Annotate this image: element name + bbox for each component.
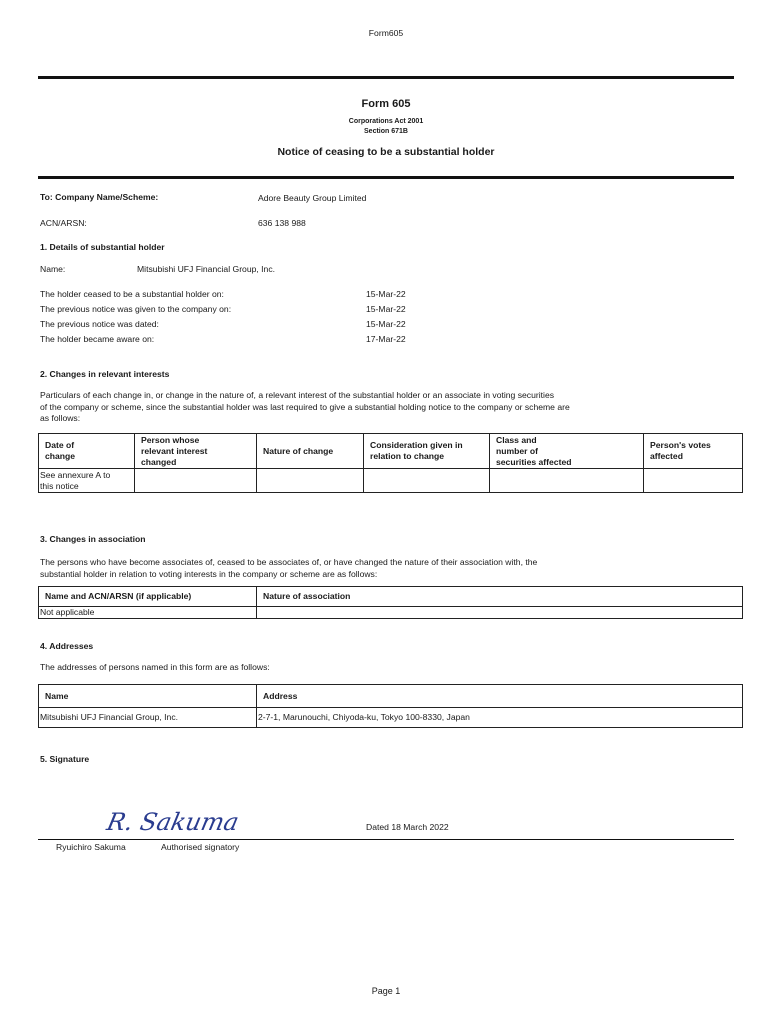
association-table [38, 586, 743, 619]
to-label: To: Company Name/Scheme: [40, 192, 159, 202]
section3-heading: 3. Changes in association [40, 534, 146, 544]
page-number: Page 1 [371, 986, 401, 996]
col-date-of-change: Date of change [39, 434, 135, 469]
dated-text: Dated 18 March 2022 [366, 822, 449, 832]
address-value: 2-7-1, Marunouchi, Chiyoda-ku, Tokyo 100-8330, Japan [257, 708, 743, 728]
form-title: Form 605 [361, 98, 411, 110]
table-cell [135, 469, 257, 493]
col-class-and-number: Class and number of securities affected [490, 434, 644, 469]
changes-table-header [39, 434, 743, 469]
section2-paragraph: Particulars of each change in, or change in the nature of, a relevant interest of the substantial holder or an associate in voting securities of the company or scheme, since the substantial holder was last required to give a substantial holding notice to the company or scheme are as follows: [40, 390, 570, 423]
section4-heading: 4. Addresses [40, 641, 94, 651]
aware-date-value: 17-Mar-22 [366, 334, 406, 344]
table-row [39, 607, 743, 619]
act-title: Corporations Act 2001 [348, 118, 424, 125]
acn-label: ACN/ARSN: [40, 218, 87, 228]
col-consideration: Consideration given in relation to change [364, 434, 490, 469]
section2-heading: 2. Changes in relevant interests [40, 369, 170, 379]
association-value: Not applicable [39, 607, 257, 619]
col-persons-votes: Person's votes affected [644, 434, 743, 469]
addresses-table [38, 684, 743, 728]
changes-table [38, 433, 743, 493]
table-cell [257, 607, 743, 619]
section1-heading: 1. Details of substantial holder [40, 242, 165, 252]
col-name: Name [39, 685, 257, 708]
notice-dated-value: 15-Mar-22 [366, 319, 406, 329]
title-rule [38, 176, 734, 179]
col-nature-of-association: Nature of association [257, 587, 743, 607]
table-row [39, 469, 743, 493]
signer-name: Ryuichiro Sakuma [56, 842, 126, 852]
col-address: Address [257, 685, 743, 708]
col-name-acn: Name and ACN/ARSN (if applicable) [39, 587, 257, 607]
section5-heading: 5. Signature [40, 754, 90, 764]
col-nature-of-change: Nature of change [257, 434, 364, 469]
section-ref: Section 671B [364, 128, 408, 135]
notice-given-value: 15-Mar-22 [366, 304, 406, 314]
signature-rule [38, 839, 734, 840]
signer-role: Authorised signatory [161, 842, 240, 852]
annexure-reference: See annexure A to this notice [39, 469, 135, 493]
notice-given-label: The previous notice was given to the company on: [40, 304, 232, 314]
notice-dated-label: The previous notice was dated: [40, 319, 159, 329]
holder-name-label: Name: [40, 264, 66, 274]
table-cell [364, 469, 490, 493]
section4-paragraph: The addresses of persons named in this form are as follows: [40, 662, 270, 672]
running-header: Form605 [368, 28, 404, 38]
top-rule [38, 76, 734, 79]
acn-value: 636 138 988 [258, 218, 306, 228]
col-person-whose-interest-changed: Person whose relevant interest changed [135, 434, 257, 469]
address-name: Mitsubishi UFJ Financial Group, Inc. [39, 708, 257, 728]
table-cell [257, 469, 364, 493]
section3-paragraph: The persons who have become associates of, ceased to be associates of, or have changed the nature of their association with, the substantial holder in relation to voting interests in the company or scheme are as follows: [40, 557, 538, 579]
notice-title: Notice of ceasing to be a substantial holder [277, 146, 495, 158]
table-cell [644, 469, 743, 493]
holder-name-value: Mitsubishi UFJ Financial Group, Inc. [137, 264, 276, 274]
ceased-date-value: 15-Mar-22 [366, 289, 406, 299]
company-name: Adore Beauty Group Limited [258, 193, 367, 203]
handwritten-signature [104, 800, 242, 840]
signature-text: R. Sakuma [104, 807, 242, 836]
ceased-date-label: The holder ceased to be a substantial holder on: [40, 289, 224, 299]
table-cell [490, 469, 644, 493]
table-row [39, 708, 743, 728]
aware-date-label: The holder became aware on: [40, 334, 155, 344]
